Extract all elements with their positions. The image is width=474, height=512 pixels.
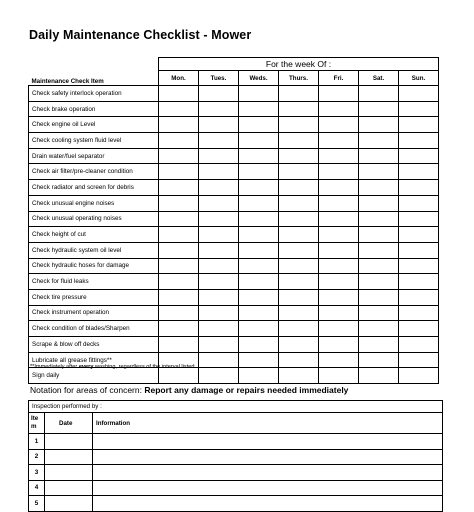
check-cell[interactable] (399, 227, 439, 243)
check-cell[interactable] (279, 148, 319, 164)
check-cell[interactable] (399, 180, 439, 196)
check-cell[interactable] (359, 227, 399, 243)
check-cell[interactable] (399, 321, 439, 337)
check-cell[interactable] (319, 352, 359, 368)
check-cell[interactable] (159, 117, 199, 133)
check-item-label: Check hydraulic hoses for damage (29, 258, 159, 274)
check-cell[interactable] (199, 337, 239, 353)
check-cell[interactable] (239, 368, 279, 384)
day-header: Fri. (319, 71, 359, 86)
day-header: Sun. (399, 71, 439, 86)
check-cell[interactable] (239, 352, 279, 368)
check-cell[interactable] (319, 180, 359, 196)
information-cell[interactable] (93, 434, 443, 450)
information-cell[interactable] (93, 480, 443, 496)
check-cell[interactable] (319, 321, 359, 337)
check-cell[interactable] (359, 133, 399, 149)
check-cell[interactable] (359, 195, 399, 211)
check-cell[interactable] (199, 368, 239, 384)
check-cell[interactable] (159, 337, 199, 353)
check-cell[interactable] (399, 242, 439, 258)
check-cell[interactable] (279, 258, 319, 274)
table-row (29, 133, 439, 149)
check-cell[interactable] (359, 352, 399, 368)
check-cell[interactable] (399, 305, 439, 321)
check-cell[interactable] (319, 101, 359, 117)
check-cell[interactable] (239, 337, 279, 353)
check-cell[interactable] (159, 148, 199, 164)
week-of-label: For the week Of : (159, 58, 439, 71)
check-cell[interactable] (279, 321, 319, 337)
check-cell[interactable] (239, 180, 279, 196)
check-cell[interactable] (279, 242, 319, 258)
check-cell[interactable] (199, 258, 239, 274)
check-cell[interactable] (399, 211, 439, 227)
check-cell[interactable] (279, 211, 319, 227)
check-cell[interactable] (399, 117, 439, 133)
check-cell[interactable] (399, 352, 439, 368)
check-cell[interactable] (359, 211, 399, 227)
item-number-header: Ite m (29, 413, 45, 434)
row-number: 2 (29, 449, 45, 465)
check-cell[interactable] (279, 195, 319, 211)
page-title: Daily Maintenance Checklist - Mower (29, 28, 252, 42)
row-number: 1 (29, 434, 45, 450)
check-cell[interactable] (159, 368, 199, 384)
check-cell[interactable] (359, 242, 399, 258)
check-item-label: Check height of cut (29, 227, 159, 243)
check-cell[interactable] (319, 117, 359, 133)
day-header: Mon. (159, 71, 199, 86)
table-row (29, 164, 439, 180)
check-cell[interactable] (319, 337, 359, 353)
day-header: Weds. (239, 71, 279, 86)
check-item-label: Check hydraulic system oil level (29, 242, 159, 258)
check-cell[interactable] (199, 321, 239, 337)
date-cell[interactable] (45, 434, 93, 450)
check-item-label: Lubricate all grease fittings** (29, 352, 159, 368)
check-item-label: Check unusual operating noises (29, 211, 159, 227)
day-header: Sat. (359, 71, 399, 86)
check-item-label: Check cooling system fluid level (29, 133, 159, 149)
check-cell[interactable] (239, 164, 279, 180)
check-cell[interactable] (279, 133, 319, 149)
check-item-label: Check radiator and screen for debris (29, 180, 159, 196)
check-cell[interactable] (199, 274, 239, 290)
check-cell[interactable] (239, 242, 279, 258)
day-header: Tues. (199, 71, 239, 86)
table-row (29, 242, 439, 258)
check-cell[interactable] (239, 101, 279, 117)
table-row (29, 148, 439, 164)
information-cell[interactable] (93, 449, 443, 465)
check-cell[interactable] (159, 101, 199, 117)
check-cell[interactable] (359, 180, 399, 196)
table-row (29, 496, 443, 512)
check-cell[interactable] (359, 337, 399, 353)
check-cell[interactable] (239, 258, 279, 274)
check-cell[interactable] (319, 133, 359, 149)
row-number: 4 (29, 480, 45, 496)
check-cell[interactable] (359, 305, 399, 321)
date-cell[interactable] (45, 465, 93, 481)
check-cell[interactable] (359, 164, 399, 180)
check-cell[interactable] (399, 133, 439, 149)
table-row (29, 289, 439, 305)
check-cell[interactable] (239, 117, 279, 133)
check-cell[interactable] (399, 148, 439, 164)
check-cell[interactable] (319, 86, 359, 102)
check-item-label: Sign daily (29, 368, 159, 384)
check-cell[interactable] (199, 305, 239, 321)
check-cell[interactable] (359, 321, 399, 337)
table-row (29, 305, 439, 321)
check-cell[interactable] (239, 274, 279, 290)
information-cell[interactable] (93, 465, 443, 481)
check-cell[interactable] (199, 195, 239, 211)
check-cell[interactable] (359, 258, 399, 274)
check-cell[interactable] (159, 289, 199, 305)
check-cell[interactable] (159, 195, 199, 211)
check-cell[interactable] (239, 289, 279, 305)
check-cell[interactable] (239, 305, 279, 321)
check-cell[interactable] (159, 242, 199, 258)
check-cell[interactable] (319, 258, 359, 274)
check-cell[interactable] (319, 242, 359, 258)
check-cell[interactable] (159, 305, 199, 321)
check-cell[interactable] (319, 164, 359, 180)
check-cell[interactable] (359, 148, 399, 164)
check-cell[interactable] (239, 321, 279, 337)
check-cell[interactable] (199, 180, 239, 196)
check-cell[interactable] (319, 148, 359, 164)
table-row (29, 480, 443, 496)
check-item-label: Check instrument operation (29, 305, 159, 321)
check-cell[interactable] (399, 86, 439, 102)
table-row (29, 258, 439, 274)
check-cell[interactable] (279, 117, 319, 133)
table-row (29, 211, 439, 227)
row-number: 5 (29, 496, 45, 512)
check-cell[interactable] (159, 258, 199, 274)
check-cell[interactable] (199, 117, 239, 133)
check-cell[interactable] (319, 274, 359, 290)
table-row (29, 449, 443, 465)
check-cell[interactable] (159, 274, 199, 290)
date-header: Date (45, 413, 93, 434)
check-cell[interactable] (199, 352, 239, 368)
check-cell[interactable] (199, 148, 239, 164)
check-cell[interactable] (239, 227, 279, 243)
information-cell[interactable] (93, 496, 443, 512)
check-cell[interactable] (319, 227, 359, 243)
check-cell[interactable] (239, 133, 279, 149)
check-cell[interactable] (399, 274, 439, 290)
check-cell[interactable] (399, 258, 439, 274)
check-cell[interactable] (199, 164, 239, 180)
maintenance-checklist-table (28, 57, 439, 384)
check-cell[interactable] (359, 101, 399, 117)
date-cell[interactable] (45, 496, 93, 512)
check-item-label: Check engine oil Level (29, 117, 159, 133)
check-cell[interactable] (319, 211, 359, 227)
check-cell[interactable] (239, 211, 279, 227)
check-cell[interactable] (399, 289, 439, 305)
check-cell[interactable] (279, 368, 319, 384)
table-row (29, 117, 439, 133)
table-row (29, 368, 439, 384)
check-cell[interactable] (279, 274, 319, 290)
check-cell[interactable] (159, 164, 199, 180)
check-item-label: Check brake operation (29, 101, 159, 117)
check-cell[interactable] (399, 368, 439, 384)
check-cell[interactable] (359, 86, 399, 102)
check-item-label: Check condition of blades/Sharpen (29, 321, 159, 337)
check-cell[interactable] (279, 337, 319, 353)
check-cell[interactable] (279, 305, 319, 321)
check-cell[interactable] (359, 274, 399, 290)
check-cell[interactable] (239, 195, 279, 211)
check-cell[interactable] (199, 211, 239, 227)
notation-text: Notation for areas of concern: Report any damage or repairs needed immediately (30, 385, 349, 395)
check-cell[interactable] (279, 101, 319, 117)
check-cell[interactable] (199, 242, 239, 258)
check-cell[interactable] (279, 289, 319, 305)
check-cell[interactable] (399, 164, 439, 180)
check-cell[interactable] (239, 86, 279, 102)
check-cell[interactable] (279, 180, 319, 196)
check-item-label: Check for fluid leaks (29, 274, 159, 290)
table-row (29, 434, 443, 450)
check-cell[interactable] (359, 368, 399, 384)
table-row (29, 337, 439, 353)
check-cell[interactable] (319, 305, 359, 321)
check-item-label: Check unusual engine noises (29, 195, 159, 211)
check-cell[interactable] (159, 133, 199, 149)
check-cell[interactable] (399, 101, 439, 117)
information-header: Information (93, 413, 443, 434)
check-cell[interactable] (199, 227, 239, 243)
check-cell[interactable] (159, 180, 199, 196)
check-cell[interactable] (159, 227, 199, 243)
check-cell[interactable] (199, 289, 239, 305)
check-cell[interactable] (399, 195, 439, 211)
check-cell[interactable] (359, 117, 399, 133)
table-row (29, 86, 439, 102)
check-cell[interactable] (199, 86, 239, 102)
check-cell[interactable] (159, 321, 199, 337)
table-row (29, 465, 443, 481)
table-row (29, 227, 439, 243)
check-cell[interactable] (159, 211, 199, 227)
footnote: **Immediately after every washing, regardless of the interval listed (30, 364, 195, 370)
check-item-label: Check safety interlock operation (29, 86, 159, 102)
concern-table (28, 400, 443, 512)
inspected-by-label: Inspection performed by : (29, 401, 443, 413)
check-cell[interactable] (279, 352, 319, 368)
check-cell[interactable] (279, 227, 319, 243)
check-cell[interactable] (399, 337, 439, 353)
table-row (29, 195, 439, 211)
check-cell[interactable] (159, 86, 199, 102)
check-item-label: Check air filter/pre-cleaner condition (29, 164, 159, 180)
check-cell[interactable] (319, 289, 359, 305)
check-cell[interactable] (319, 368, 359, 384)
table-row (29, 274, 439, 290)
item-column-header: Maintenance Check Item (29, 58, 159, 86)
check-item-label: Drain water/fuel separator (29, 148, 159, 164)
check-cell[interactable] (279, 86, 319, 102)
table-row (29, 180, 439, 196)
check-cell[interactable] (359, 289, 399, 305)
check-cell[interactable] (239, 148, 279, 164)
check-cell[interactable] (199, 101, 239, 117)
date-cell[interactable] (45, 480, 93, 496)
check-cell[interactable] (279, 164, 319, 180)
check-item-label: Scrape & blow off decks (29, 337, 159, 353)
check-item-label: Check tire pressure (29, 289, 159, 305)
date-cell[interactable] (45, 449, 93, 465)
check-cell[interactable] (319, 195, 359, 211)
row-number: 3 (29, 465, 45, 481)
table-row (29, 321, 439, 337)
day-header: Thurs. (279, 71, 319, 86)
check-cell[interactable] (199, 133, 239, 149)
table-row (29, 101, 439, 117)
